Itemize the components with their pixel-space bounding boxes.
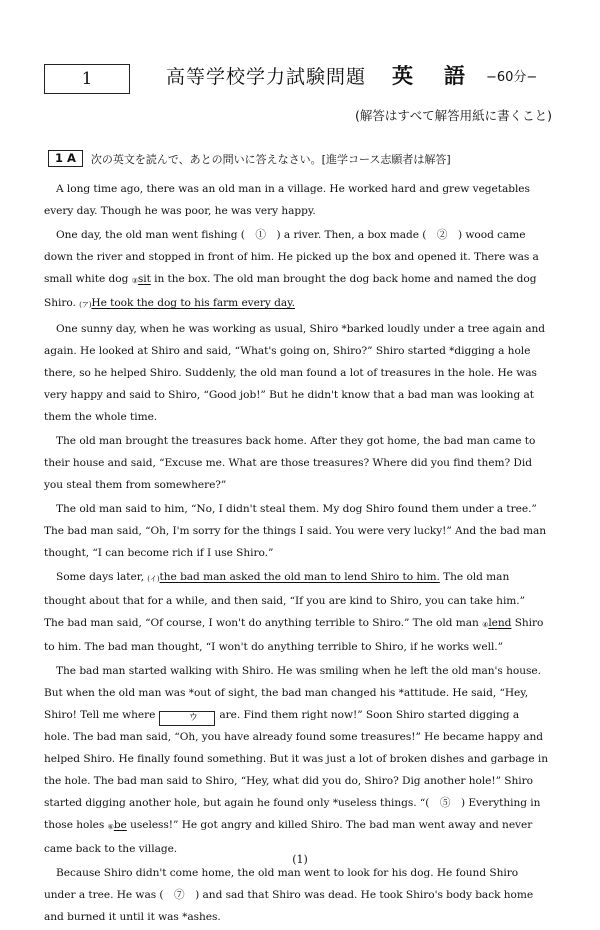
blank-5: ⑤ xyxy=(439,797,451,809)
paragraph-6: Some days later, (イ)the bad man asked the old man to lend Shiro to him. The old man thought about that for a while, and then said, “If you are kind to Shiro, you can take him.” The bad man said, “Of course, I won't do anything terrible to Shiro.” The old man ④lend Shiro to him. The bad man thought, “I won't do anything terrible to Shiro, if he works well.” xyxy=(44,571,544,653)
blank-7: ⑦ xyxy=(174,889,185,901)
paragraph-1: A long time ago, there was an old man in a village. He worked hard and grew vegetables every day. Though he was poor, he was very happy. xyxy=(44,183,530,217)
marker-3: ③ xyxy=(131,277,138,285)
blank-box-u: ウ xyxy=(159,711,215,726)
underlined-sentence-a: He took the dog to his farm every day. xyxy=(91,297,295,309)
paragraph-5: The old man said to him, “No, I didn't steal them. My dog Shiro found them under a tree.” The bad man said, “Oh, I'm sorry for the things I said. You were very lucky!” And the bad man thought, “I can become rich if I use Shiro.” xyxy=(44,503,547,559)
section-number: 1 xyxy=(81,69,93,89)
underlined-word-3: sit xyxy=(137,273,151,285)
marker-a: (ア) xyxy=(79,301,92,309)
paragraph-7: The bad man started walking with Shiro. He was smiling when he left the old man's house. But when the old man was *out of sight, the bad man changed his *attitude. He said, “Hey, Shiro! Tell me where ウ are. Find them right now!” Soon Shiro started digging a hole. The bad man said, “Oh, you have already found some treasures!” He became happy and helped Shiro. He finally found something. But it was just a lot of broken dishes and garbage in the hole. The bad man said to Shiro, “Hey, what did you do, Shiro? Dig another hole!” Shiro started digging another hole, but again he found only *useless things. “( ⑤ ) Everything in those holes ⑥be useless!” He got angry and killed Shiro. The bad man went away and never came back to the village. xyxy=(44,665,548,855)
blank-2: ② xyxy=(436,229,448,241)
paragraph-8: Because Shiro didn't come home, the old man went to look for his dog. He found Shiro under a tree. He was ( ⑦ ) and sad that Shiro was dead. He took Shiro's body back home and burned it until it was *ashes. xyxy=(44,867,534,923)
section-label: 1 A xyxy=(48,150,83,167)
paragraph-2: One day, the old man went fishing ( ① ) a river. Then, a box made ( ② ) wood came down the river and stopped in front of him. He picked up the box and opened it. There was a small white dog ③sit in the box. The old man brought the dog back home and named the dog Shiro. (ア)He took the dog to his farm every day. xyxy=(44,229,539,309)
marker-4: ④ xyxy=(482,621,489,629)
page-number: (1) xyxy=(292,853,308,866)
exam-time: −60分− xyxy=(486,70,538,85)
exam-title: 高等学校学力試験問題 xyxy=(166,66,367,88)
exam-subject: 英 語 xyxy=(392,64,470,88)
underlined-sentence-i: the bad man asked the old man to lend Shiro to him. xyxy=(159,571,440,583)
reading-passage xyxy=(44,178,548,930)
underlined-word-4: lend xyxy=(488,617,512,629)
marker-6: ⑥ xyxy=(107,823,114,831)
paragraph-4: The old man brought the treasures back home. After they got home, the bad man came to their house and said, “Excuse me. What are those treasures? Where did you find them? Did you steal them from somewhere?” xyxy=(44,435,536,491)
section-number-box xyxy=(44,64,130,94)
answer-note: (解答はすべて解答用紙に書くこと) xyxy=(354,108,552,123)
section-heading xyxy=(48,150,451,167)
underlined-word-6: be xyxy=(113,819,127,831)
section-instruction: 次の英文を読んで、あとの問いに答えなさい。[進学コース志願者は解答] xyxy=(90,152,451,166)
blank-1: ① xyxy=(255,229,266,241)
marker-i: (イ) xyxy=(147,575,160,583)
paragraph-3: One sunny day, when he was working as usual, Shiro *barked loudly under a tree again and again. He looked at Shiro and said, “What's going on, Shiro?” Shiro started *digging a hole there, so he helped Shiro. Suddenly, the old man found a lot of treasures in the hole. He was very happy and said to Shiro, “Good job!” But he didn't know that a bad man was looking at them the whole time. xyxy=(44,323,545,423)
